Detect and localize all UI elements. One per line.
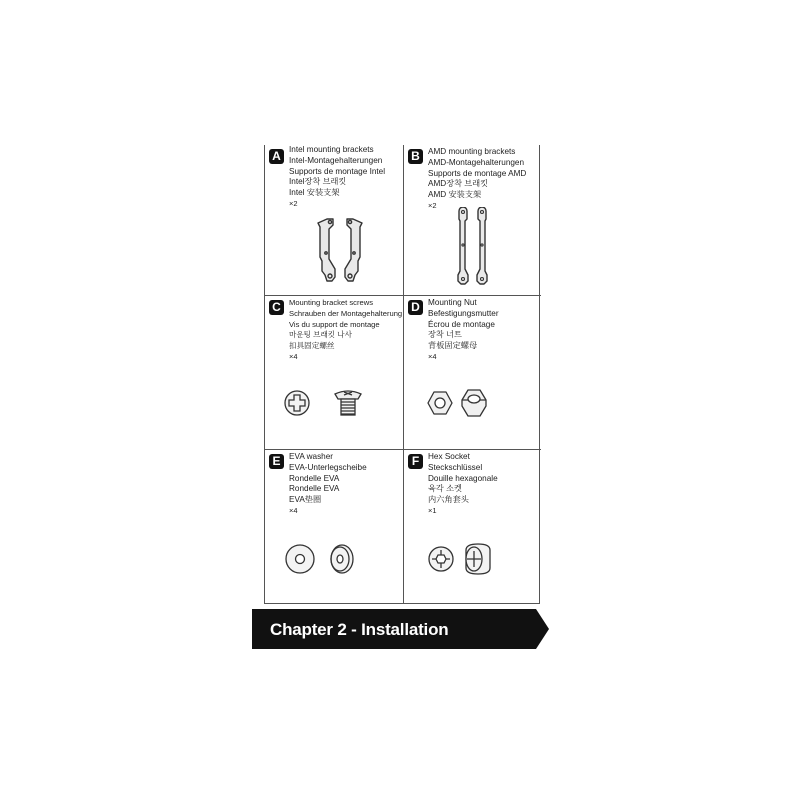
part-label-fr: Supports de montage Intel <box>289 166 386 176</box>
part-quantity: ×4 <box>428 351 437 361</box>
part-label-de: Intel-Montagehalterungen <box>289 155 383 165</box>
washer-icon <box>265 538 403 598</box>
part-labels <box>428 147 526 212</box>
part-label-zh: 扣具固定螺丝 <box>289 341 335 351</box>
part-labels <box>428 298 499 363</box>
part-labels <box>289 452 367 517</box>
part-label-de: Steckschlüssel <box>428 462 483 472</box>
part-label-zh: 内六角套头 <box>428 495 469 505</box>
chapter-title: Chapter 2 - Installation <box>270 620 449 639</box>
part-letter-badge: A <box>269 149 284 164</box>
part-letter-badge: C <box>269 300 284 315</box>
part-label-ko: Intel장착 브래킷 <box>289 177 347 187</box>
part-label-zh: EVA垫圈 <box>289 495 322 505</box>
part-quantity: ×4 <box>289 505 298 515</box>
part-label-zh: AMD 安装支架 <box>428 190 482 200</box>
part-cell-f <box>404 450 541 604</box>
part-label-de: EVA-Unterlegscheibe <box>289 462 367 472</box>
parts-grid <box>264 145 540 604</box>
part-label-de: Befestigungsmutter <box>428 308 499 318</box>
part-quantity: ×1 <box>428 505 437 515</box>
part-quantity: ×4 <box>289 351 298 361</box>
part-labels <box>289 145 385 210</box>
part-label-en: EVA washer <box>289 452 333 461</box>
part-labels <box>289 298 402 363</box>
part-label-ko: 육각 소켓 <box>428 484 462 494</box>
part-label-en: AMD mounting brackets <box>428 147 516 156</box>
part-quantity: ×2 <box>289 198 298 208</box>
part-label-fr: Douille hexagonale <box>428 473 498 483</box>
screw-icon <box>265 384 403 444</box>
parts-sheet <box>264 145 541 605</box>
part-label-ko: 마운팅 브래킷 나사 <box>289 330 352 340</box>
part-label-zh: 背板固定螺母 <box>428 341 478 351</box>
part-label-zh: Intel 安装支架 <box>289 188 340 198</box>
part-quantity: ×2 <box>428 200 437 210</box>
part-label-de: Schrauben der Montagehalterung <box>289 308 403 318</box>
chapter-banner <box>252 609 549 649</box>
part-cell-b <box>404 145 541 295</box>
part-label-en: Mounting Nut <box>428 298 477 307</box>
hex-nut-icon <box>404 384 541 444</box>
part-cell-c <box>265 296 403 449</box>
part-letter-badge: B <box>408 149 423 164</box>
part-label-ko: AMD장착 브래킷 <box>428 179 489 189</box>
part-label-fr: Supports de montage AMD <box>428 168 527 178</box>
part-label-en: Intel mounting brackets <box>289 145 374 154</box>
part-label-de: AMD-Montagehalterungen <box>428 157 525 167</box>
part-label-fr: Vis du support de montage <box>289 319 380 329</box>
part-label-en: Mounting bracket screws <box>289 298 373 307</box>
part-letter-badge: E <box>269 454 284 469</box>
part-label-fr: Rondelle EVA <box>289 473 340 483</box>
part-label-en: Hex Socket <box>428 452 470 461</box>
part-label-ko: 장착 너트 <box>428 330 462 340</box>
part-labels <box>428 452 498 517</box>
part-cell-d <box>404 296 541 449</box>
part-cell-e <box>265 450 403 604</box>
part-letter-badge: F <box>408 454 423 469</box>
part-label-fr: Écrou de montage <box>428 319 495 329</box>
amd-bracket-icon <box>404 207 541 295</box>
hex-socket-icon <box>404 538 541 598</box>
part-letter-badge: D <box>408 300 423 315</box>
part-cell-a <box>265 145 403 295</box>
part-label-fr-alt: Rondelle EVA <box>289 484 340 494</box>
intel-bracket-icon <box>265 213 403 295</box>
